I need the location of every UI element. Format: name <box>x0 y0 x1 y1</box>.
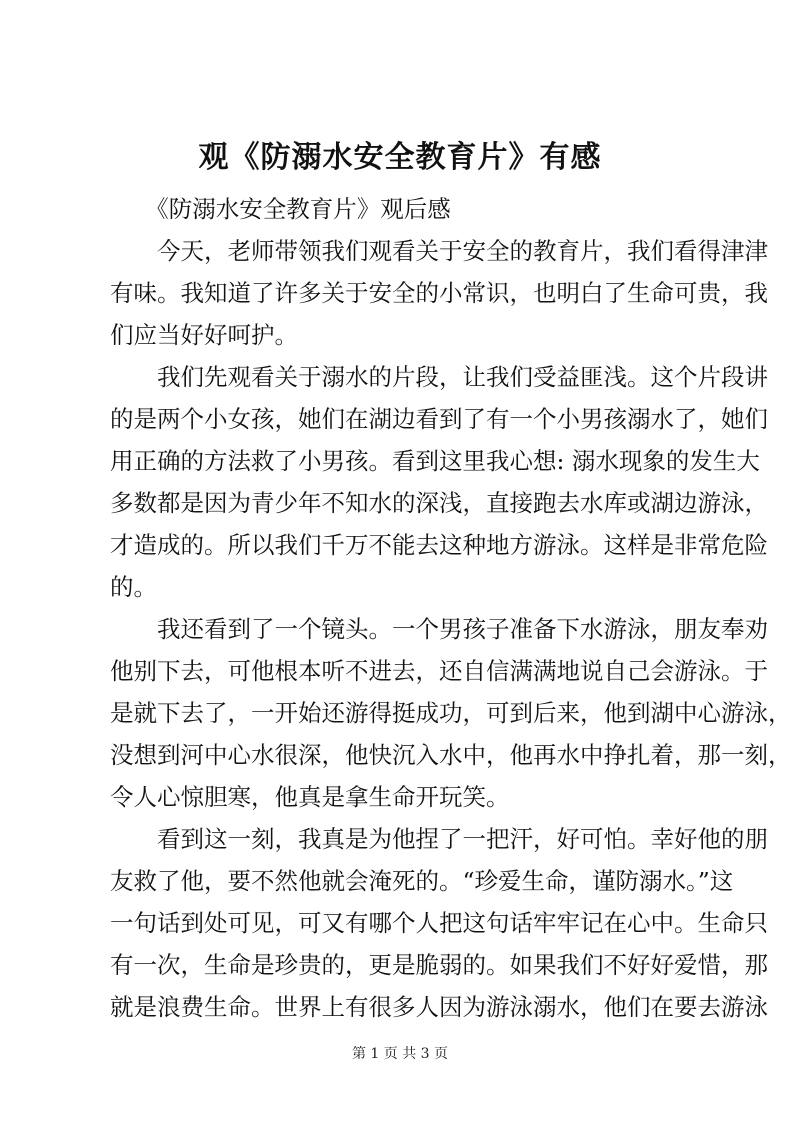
document-title: 观《防溺水安全教育片》有感 <box>198 140 602 175</box>
body-line: 我们先观看关于溺水的片段，让我们受益匪浅。这个片段讲 <box>110 363 768 391</box>
body-line: 有味。我知道了许多关于安全的小常识，也明白了生命可贵，我 <box>110 279 768 307</box>
body-line: 友救了他，要不然他就会淹死的。“珍爱生命，谨防溺水。”这 <box>110 867 734 895</box>
body-line: 《防溺水安全教育片》观后感 <box>110 195 451 223</box>
body-line: 用正确的方法救了小男孩。看到这里我心想: 溺水现象的发生大 <box>110 447 760 475</box>
document-body <box>110 188 792 1028</box>
body-line: 的是两个小女孩，她们在湖边看到了有一个小男孩溺水了，她们 <box>110 405 768 433</box>
body-line: 他别下去，可他根本听不进去，还自信满满地说自己会游泳。于 <box>110 657 768 685</box>
page-footer: 第 1 页 共 3 页 <box>351 1046 449 1062</box>
body-line: 今天，老师带领我们观看关于安全的教育片，我们看得津津 <box>110 237 768 265</box>
body-line: 我还看到了一个镜头。一个男孩子准备下水游泳，朋友奉劝 <box>110 615 768 643</box>
body-line: 看到这一刻，我真是为他捏了一把汗，好可怕。幸好他的朋 <box>110 825 768 853</box>
body-line: 有一次，生命是珍贵的，更是脆弱的。如果我们不好好爱惜，那 <box>110 951 768 979</box>
body-line: 就是浪费生命。世界上有很多人因为游泳溺水，他们在要去游泳 <box>110 993 768 1021</box>
body-line: 令人心惊胆寒，他真是拿生命开玩笑。 <box>110 783 510 811</box>
body-line: 才造成的。所以我们千万不能去这种地方游泳。这样是非常危险 <box>110 531 768 559</box>
body-line: 没想到河中心水很深，他快沉入水中，他再水中挣扎着，那一刻， <box>110 741 792 769</box>
body-line: 是就下去了，一开始还游得挺成功，可到后来，他到湖中心游泳， <box>110 699 792 727</box>
body-line: 多数都是因为青少年不知水的深浅，直接跑去水库或湖边游泳， <box>110 489 768 517</box>
body-line: 的。 <box>110 573 157 601</box>
body-line: 们应当好好呵护。 <box>110 321 298 349</box>
body-line: 一句话到处可见，可又有哪个人把这句话牢牢记在心中。生命只 <box>110 909 768 937</box>
